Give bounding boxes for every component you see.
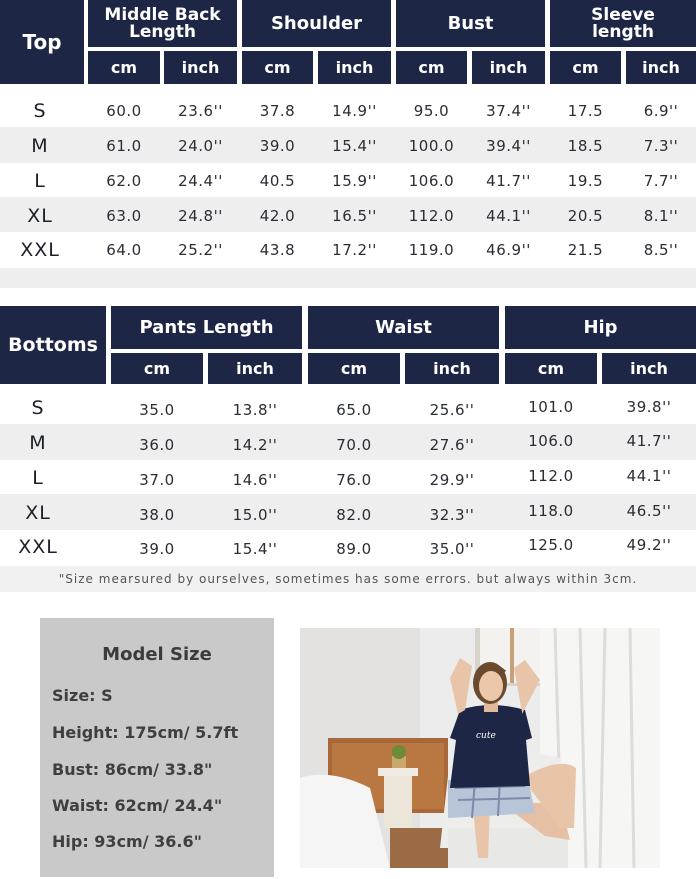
size-label: M bbox=[31, 135, 49, 157]
bottoms-group-header: Hip bbox=[505, 306, 696, 349]
top-group-header: Middle Back Length bbox=[88, 0, 237, 47]
top-unit-header: cm bbox=[242, 51, 313, 84]
table-cell: 49.2'' bbox=[626, 536, 672, 554]
table-cell: 13.8'' bbox=[232, 400, 278, 419]
table-cell: 23.6'' bbox=[178, 102, 223, 120]
table-cell: 8.5'' bbox=[643, 241, 679, 259]
model-size-box bbox=[40, 618, 274, 877]
top-unit-header: inch bbox=[164, 51, 237, 84]
table-cell: 7.7'' bbox=[643, 172, 679, 190]
bottoms-unit-header: inch bbox=[208, 353, 302, 384]
top-unit-header: cm bbox=[396, 51, 467, 84]
table-cell: 15.4'' bbox=[332, 137, 377, 155]
table-cell: 61.0 bbox=[106, 137, 142, 155]
table-cell: 21.5 bbox=[567, 241, 604, 259]
table-cell: 15.0'' bbox=[232, 506, 278, 524]
size-label: S bbox=[31, 396, 45, 419]
table-cell: 44.1'' bbox=[626, 467, 672, 485]
table-cell: 14.2'' bbox=[232, 436, 278, 454]
model-hip-line: Hip: 93cm/ 36.6" bbox=[52, 832, 202, 851]
table-cell: 112.0 bbox=[408, 207, 455, 225]
top-unit-header: cm bbox=[88, 51, 160, 84]
table-cell: 32.3'' bbox=[429, 506, 475, 524]
table-cell: 43.8 bbox=[259, 241, 296, 259]
table-cell: 64.0 bbox=[106, 241, 142, 259]
table-cell: 40.5 bbox=[259, 172, 296, 190]
table-cell: 76.0 bbox=[336, 471, 372, 489]
table-cell: 42.0 bbox=[259, 207, 296, 225]
bottoms-unit-header: cm bbox=[111, 353, 203, 384]
table-cell: 17.2'' bbox=[332, 241, 377, 259]
table-cell: 36.0 bbox=[139, 436, 175, 454]
table-cell: 106.0 bbox=[408, 172, 455, 190]
table-cell: 29.9'' bbox=[429, 471, 475, 489]
size-label: XXL bbox=[18, 536, 58, 558]
model-size-line: Size: S bbox=[52, 686, 113, 705]
table-cell: 24.0'' bbox=[178, 137, 223, 155]
top-unit-header: inch bbox=[626, 51, 696, 84]
table-cell: 8.1'' bbox=[643, 207, 679, 225]
size-label: S bbox=[33, 100, 47, 122]
table-cell: 95.0 bbox=[413, 102, 450, 120]
table-cell: 19.5 bbox=[567, 172, 604, 190]
bottoms-unit-header: cm bbox=[505, 353, 597, 384]
model-photo bbox=[300, 628, 660, 868]
shirt-print-text: cute bbox=[476, 731, 496, 741]
model-size-title: Model Size bbox=[102, 644, 212, 665]
table-cell: 70.0 bbox=[336, 436, 372, 454]
size-label: XL bbox=[25, 502, 51, 524]
size-label: XXL bbox=[20, 239, 60, 261]
table-cell: 15.9'' bbox=[332, 172, 377, 190]
table-cell: 89.0 bbox=[336, 540, 372, 558]
table-cell: 37.8 bbox=[259, 102, 296, 120]
table-cell: 82.0 bbox=[336, 506, 372, 524]
bottoms-table-corner-header: Bottoms bbox=[0, 306, 106, 384]
top-unit-header: inch bbox=[318, 51, 391, 84]
row-stripe bbox=[0, 268, 696, 288]
model-height-line: Height: 175cm/ 5.7ft bbox=[52, 723, 239, 742]
bottoms-group-header: Waist bbox=[308, 306, 499, 349]
table-cell: 125.0 bbox=[528, 536, 574, 554]
table-cell: 63.0 bbox=[106, 207, 142, 225]
size-label: M bbox=[29, 432, 47, 454]
table-cell: 62.0 bbox=[106, 172, 142, 190]
top-table-corner-header: Top bbox=[0, 0, 84, 84]
table-cell: 7.3'' bbox=[643, 137, 679, 155]
table-cell: 37.0 bbox=[139, 471, 175, 489]
table-cell: 14.6'' bbox=[232, 471, 278, 489]
measurement-note: "Size mearsured by ourselves, sometimes has some errors. but always within 3cm. bbox=[0, 566, 696, 592]
table-cell: 44.1'' bbox=[486, 207, 531, 225]
table-cell: 106.0 bbox=[528, 432, 574, 450]
table-cell: 37.4'' bbox=[486, 102, 531, 120]
model-photo-illustration bbox=[300, 628, 660, 868]
table-cell: 39.0 bbox=[139, 540, 175, 558]
top-group-header: Bust bbox=[396, 0, 545, 47]
top-unit-header: cm bbox=[550, 51, 621, 84]
table-cell: 14.9'' bbox=[332, 102, 377, 120]
table-cell: 6.9'' bbox=[643, 102, 679, 120]
table-cell: 112.0 bbox=[528, 467, 574, 485]
table-cell: 65.0 bbox=[336, 400, 372, 419]
table-cell: 25.6'' bbox=[429, 400, 475, 419]
table-cell: 46.5'' bbox=[626, 502, 672, 520]
bottoms-unit-header: inch bbox=[405, 353, 499, 384]
table-cell: 38.0 bbox=[139, 506, 175, 524]
table-cell: 41.7'' bbox=[626, 432, 672, 450]
bottoms-group-header: Pants Length bbox=[111, 306, 302, 349]
table-cell: 24.4'' bbox=[178, 172, 223, 190]
top-group-header: Sleeve length bbox=[550, 0, 696, 47]
table-cell: 46.9'' bbox=[486, 241, 531, 259]
table-cell: 35.0'' bbox=[429, 540, 475, 558]
size-label: L bbox=[34, 170, 46, 192]
bottoms-unit-header: cm bbox=[308, 353, 400, 384]
table-cell: 118.0 bbox=[528, 502, 574, 520]
table-cell: 100.0 bbox=[408, 137, 455, 155]
table-cell: 101.0 bbox=[528, 397, 574, 416]
table-cell: 16.5'' bbox=[332, 207, 377, 225]
table-cell: 119.0 bbox=[408, 241, 455, 259]
table-cell: 17.5 bbox=[567, 102, 604, 120]
table-cell: 60.0 bbox=[106, 102, 142, 120]
table-cell: 39.4'' bbox=[486, 137, 531, 155]
model-waist-line: Waist: 62cm/ 24.4" bbox=[52, 796, 223, 815]
top-group-header: Shoulder bbox=[242, 0, 391, 47]
table-cell: 15.4'' bbox=[232, 540, 278, 558]
table-cell: 20.5 bbox=[567, 207, 604, 225]
model-bust-line: Bust: 86cm/ 33.8" bbox=[52, 760, 213, 779]
table-cell: 39.8'' bbox=[626, 397, 672, 416]
table-cell: 25.2'' bbox=[178, 241, 223, 259]
table-cell: 39.0 bbox=[259, 137, 296, 155]
size-label: XL bbox=[27, 205, 53, 227]
table-cell: 18.5 bbox=[567, 137, 604, 155]
table-cell: 24.8'' bbox=[178, 207, 223, 225]
table-cell: 41.7'' bbox=[486, 172, 531, 190]
size-label: L bbox=[32, 467, 44, 489]
bottoms-unit-header: inch bbox=[602, 353, 696, 384]
table-cell: 35.0 bbox=[139, 400, 175, 419]
top-unit-header: inch bbox=[472, 51, 545, 84]
table-cell: 27.6'' bbox=[429, 436, 475, 454]
